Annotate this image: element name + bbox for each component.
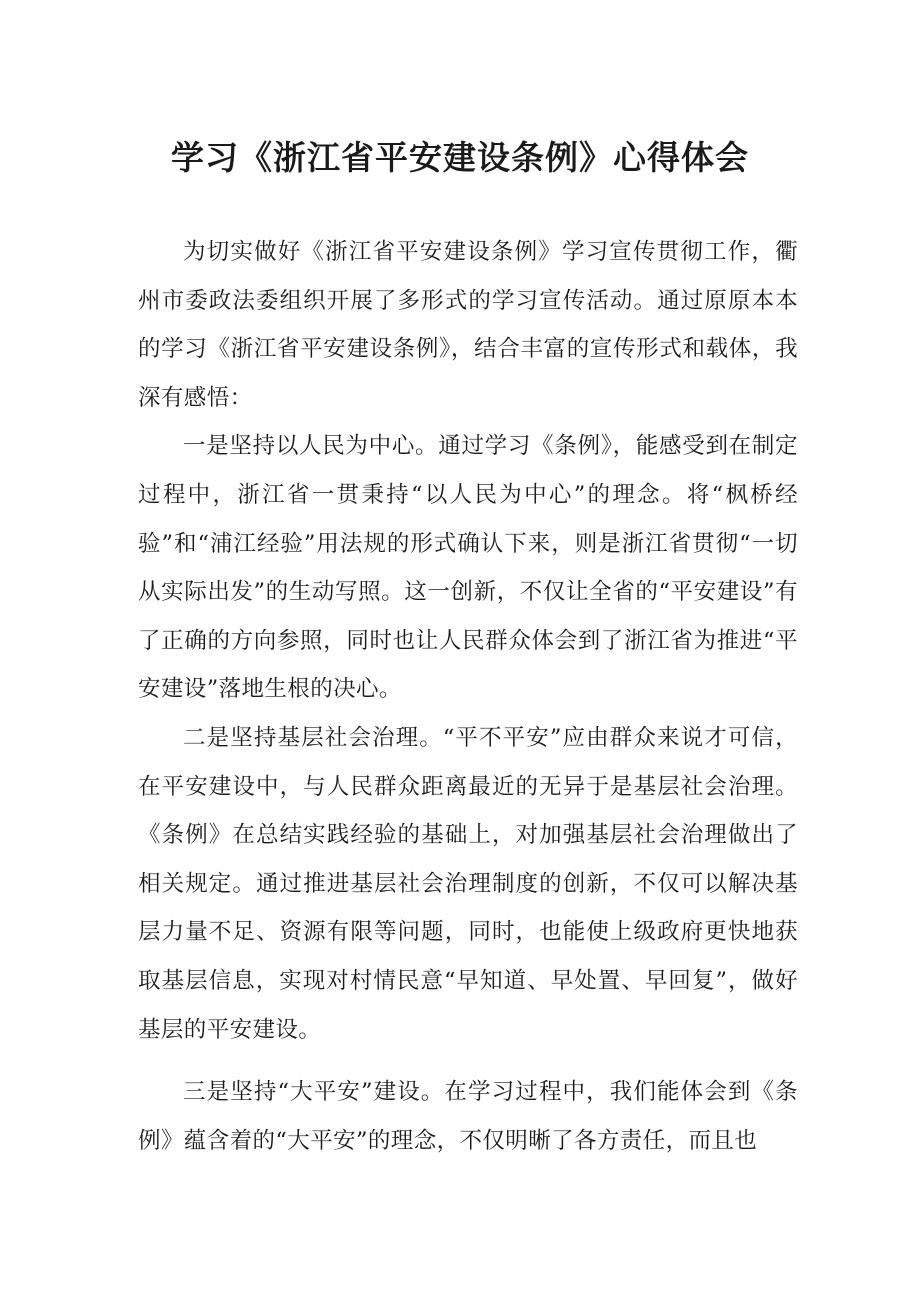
paragraph-point-three: 三是坚持“大平安”建设。在学习过程中，我们能体会到《条例》蕴含着的“大平安”的理念，不仅明晰了各方责任，而且也 [138,1079,798,1154]
paragraph-point-two: 二是坚持基层社会治理。“平不平安”应由群众来说才可信，在平安建设中，与人民群众距离最近的无异于是基层社会治理。《条例》在总结实践经验的基础上，对加强基层社会治理做出了相关规定。通过推进基层社会治理制度的创新，不仅可以解决基层力量不足、资源有限等问题，同时，也能使上级政府更快地获取基层信息，实现对村情民意“早知道、早处置、早回复”，做好基层的平安建设。 [138,724,798,1043]
document-title: 学习《浙江省平安建设条例》心得体会 [171,138,749,177]
paragraph-intro: 为切实做好《浙江省平安建设条例》学习宣传贯彻工作，衢州市委政法委组织开展了多形式的学习宣传活动。通过原原本本的学习《浙江省平安建设条例》，结合丰富的宣传形式和载体，我深有感悟： [138,239,798,411]
paragraph-point-one: 一是坚持以人民为中心。通过学习《条例》，能感受到在制定过程中，浙江省一贯秉持“以人民为中心”的理念。将“枫桥经验”和“浦江经验”用法规的形式确认下来，则是浙江省贯彻“一切从实际出发”的生动写照。这一创新，不仅让全省的“平安建设”有了正确的方向参照，同时也让人民群众体会到了浙江省为推进“平安建设”落地生根的决心。 [138,433,798,703]
document-body [138,228,798,1165]
